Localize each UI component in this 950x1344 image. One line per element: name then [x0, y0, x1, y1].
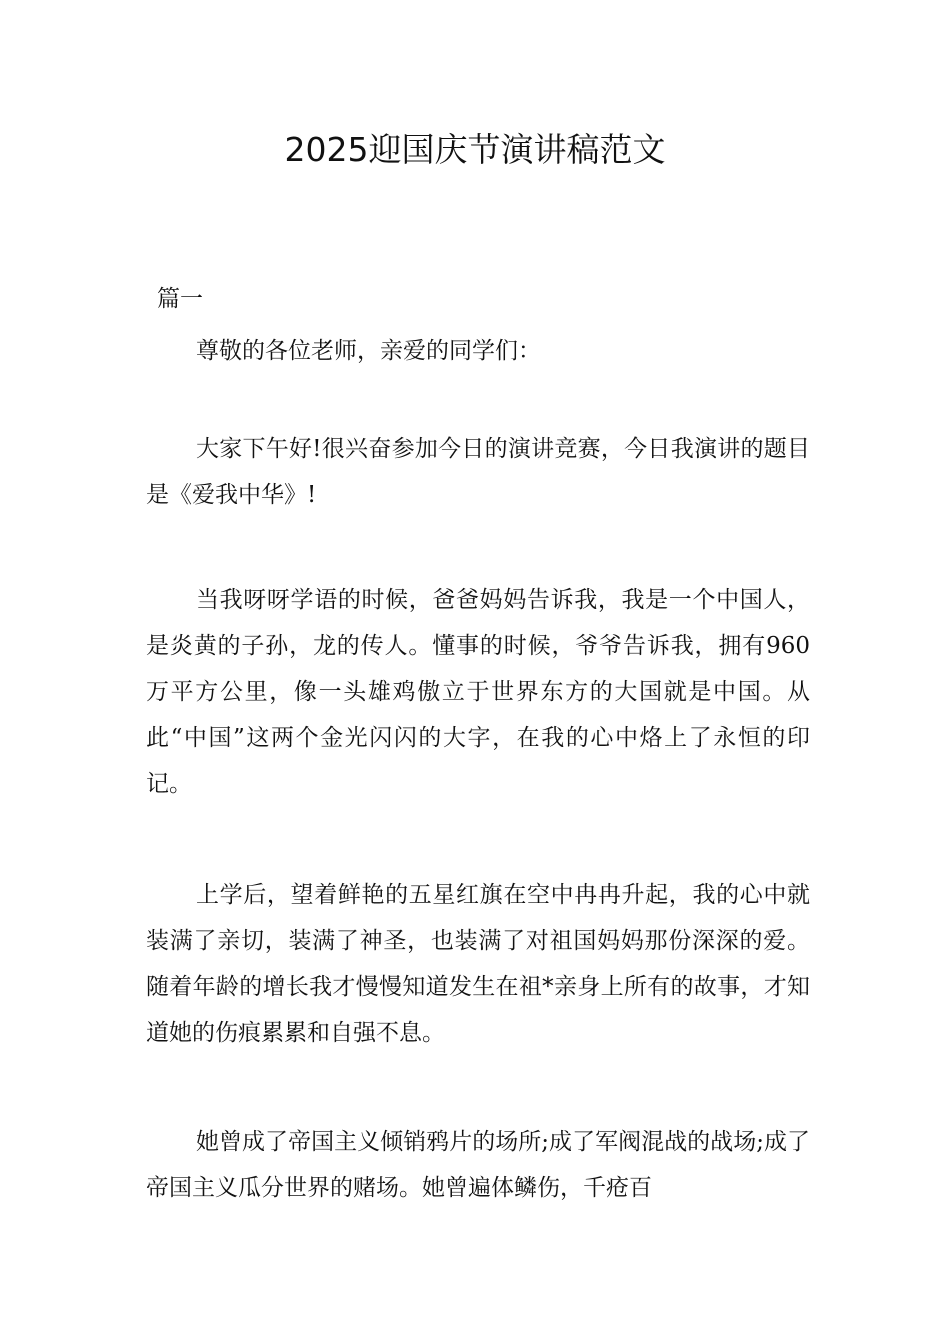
greeting-paragraph: 尊敬的各位老师，亲爱的同学们： — [196, 338, 541, 364]
body-paragraph: 大家下午好!很兴奋参加今日的演讲竞赛，今日我演讲的题目是《爱我中华》! — [146, 436, 810, 508]
body-paragraph: 上学后，望着鲜艳的五星红旗在空中冉冉升起，我的心中就装满了亲切，装满了神圣，也装满了对祖国妈妈那份深深的爱。随着年龄的增长我才慢慢知道发生在祖*亲身上所有的故事，才知道她的伤痕累累和自强不息。 — [146, 882, 810, 1046]
body-paragraph: 当我呀呀学语的时候，爸爸妈妈告诉我，我是一个中国人，是炎黄的子孙，龙的传人。懂事的时候，爷爷告诉我，拥有960万平方公里，像一头雄鸡傲立于世界东方的大国就是中国。从此“中国”这两个金光闪闪的大字，在我的心中烙上了永恒的印记。 — [146, 587, 810, 797]
section-label: 篇一 — [157, 286, 203, 312]
document-title: 2025迎国庆节演讲稿范文 — [284, 130, 666, 169]
body-paragraph: 她曾成了帝国主义倾销鸦片的场所;成了军阀混战的战场;成了帝国主义瓜分世界的赌场。她曾遍体鳞伤，千疮百 — [146, 1129, 810, 1201]
